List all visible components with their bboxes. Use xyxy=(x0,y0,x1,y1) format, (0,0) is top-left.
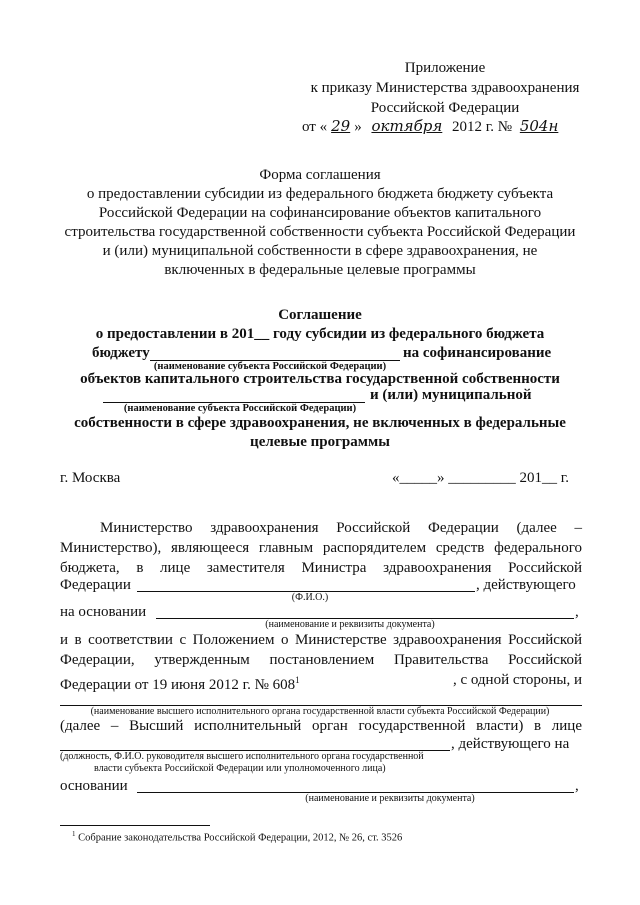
resolution-text xyxy=(60,670,300,695)
form-title-line-6: включенных в федеральные целевые программы xyxy=(164,262,476,278)
caption-subject-1: (наименование субъекта Российской Федерации) xyxy=(153,361,387,372)
paragraph-1-line-3: бюджета, в лице заместителя Министра здравоохранения Российской xyxy=(60,560,582,576)
agreement-line-3: объектов капитального строительства государственной собственности xyxy=(80,371,560,387)
comma-2: , xyxy=(575,778,579,794)
comma-1: , xyxy=(575,604,579,620)
agreement-cofinancing-label: на софинансирование xyxy=(403,345,552,361)
acting-label: , действующего xyxy=(476,577,576,593)
footnote-marker: 1 xyxy=(72,830,76,838)
footnote xyxy=(72,830,402,844)
caption-fio: (Ф.И.О.) xyxy=(291,592,329,603)
agreement-budget-label: бюджету xyxy=(92,345,150,361)
appendix-label: Приложение xyxy=(404,60,486,76)
handwritten-day: 29 xyxy=(331,117,351,135)
form-title: Форма соглашения xyxy=(259,167,381,183)
appendix-date-line xyxy=(302,116,562,137)
paragraph-2-line-1: и в соответствии с Положением о Министерстве здравоохранения Российской xyxy=(60,632,582,648)
federation-label: Федерации xyxy=(60,577,131,593)
acting-on-label: , действующего на xyxy=(451,736,570,752)
order-number-label: г. № xyxy=(485,119,513,135)
handwritten-month: октября xyxy=(371,117,443,135)
agreement-municipal-label: и (или) муниципальной xyxy=(370,387,532,403)
footnote-text: Собрание законодательства Российской Федерации, 2012, № 26, ст. 3526 xyxy=(78,832,403,844)
agreement-title: Соглашение xyxy=(278,307,362,323)
caption-position-1: (должность, Ф.И.О. руководителя высшего исполнительного органа государственной xyxy=(60,751,424,762)
date-quote: » xyxy=(354,119,362,135)
caption-org: (наименование высшего исполнительного органа государственной власти субъекта Российской Федерации) xyxy=(90,706,550,717)
form-title-line-4: строительства государственной собственности субъекта Российской Федерации xyxy=(64,224,576,240)
resolution-ref: Федерации от 19 июня 2012 г. № 608 xyxy=(60,677,296,693)
date-prefix: от « xyxy=(302,119,328,135)
form-title-line-5: и (или) муниципальной собственности в сфере здравоохранения, не xyxy=(102,243,538,259)
caption-subject-2: (наименование субъекта Российской Федерации) xyxy=(123,403,357,414)
paragraph-2-line-3 xyxy=(60,670,582,695)
agreement-date-blank: «_____» _________ 201__ г. xyxy=(392,470,569,486)
basis-label: основании xyxy=(60,778,128,794)
caption-document-2: (наименование и реквизиты документа) xyxy=(305,793,475,804)
one-side-text: , с одной стороны, и xyxy=(452,672,582,688)
on-basis-label: на основании xyxy=(60,604,147,620)
paragraph-1-line-2: Министерство), являющееся главным распорядителем средств федерального xyxy=(60,540,582,556)
form-title-line-3: Российской Федерации на софинансирование объектов капитального xyxy=(98,205,542,221)
agreement-line-1: о предоставлении в 201__ году субсидии из федерального бюджета xyxy=(95,326,545,342)
caption-document-1: (наименование и реквизиты документа) xyxy=(265,619,435,630)
appendix-order-line: к приказу Министерства здравоохранения xyxy=(310,80,580,96)
footnote-ref: 1 xyxy=(295,675,300,685)
date-year: 2012 xyxy=(452,119,483,135)
paragraph-1-line-1: Министерство здравоохранения Российской Федерации (далее – xyxy=(100,520,582,536)
paragraph-3-line-1: (далее – Высший исполнительный орган государственной власти) в лице xyxy=(60,718,582,734)
city-label: г. Москва xyxy=(60,470,121,486)
form-title-line-2: о предоставлении субсидии из федерального бюджета бюджету субъекта xyxy=(86,186,554,202)
caption-position-2: власти субъекта Российской Федерации или уполномоченного лица) xyxy=(94,763,386,774)
paragraph-2-line-2: Федерации, утвержденным постановлением Правительства Российской xyxy=(60,652,582,668)
handwritten-order-number: 504н xyxy=(519,117,559,135)
agreement-line-6: целевые программы xyxy=(250,434,390,450)
footnote-separator xyxy=(60,825,210,826)
appendix-country-line: Российской Федерации xyxy=(370,100,520,116)
agreement-line-5: собственности в сфере здравоохранения, не включенных в федеральные xyxy=(74,415,566,431)
